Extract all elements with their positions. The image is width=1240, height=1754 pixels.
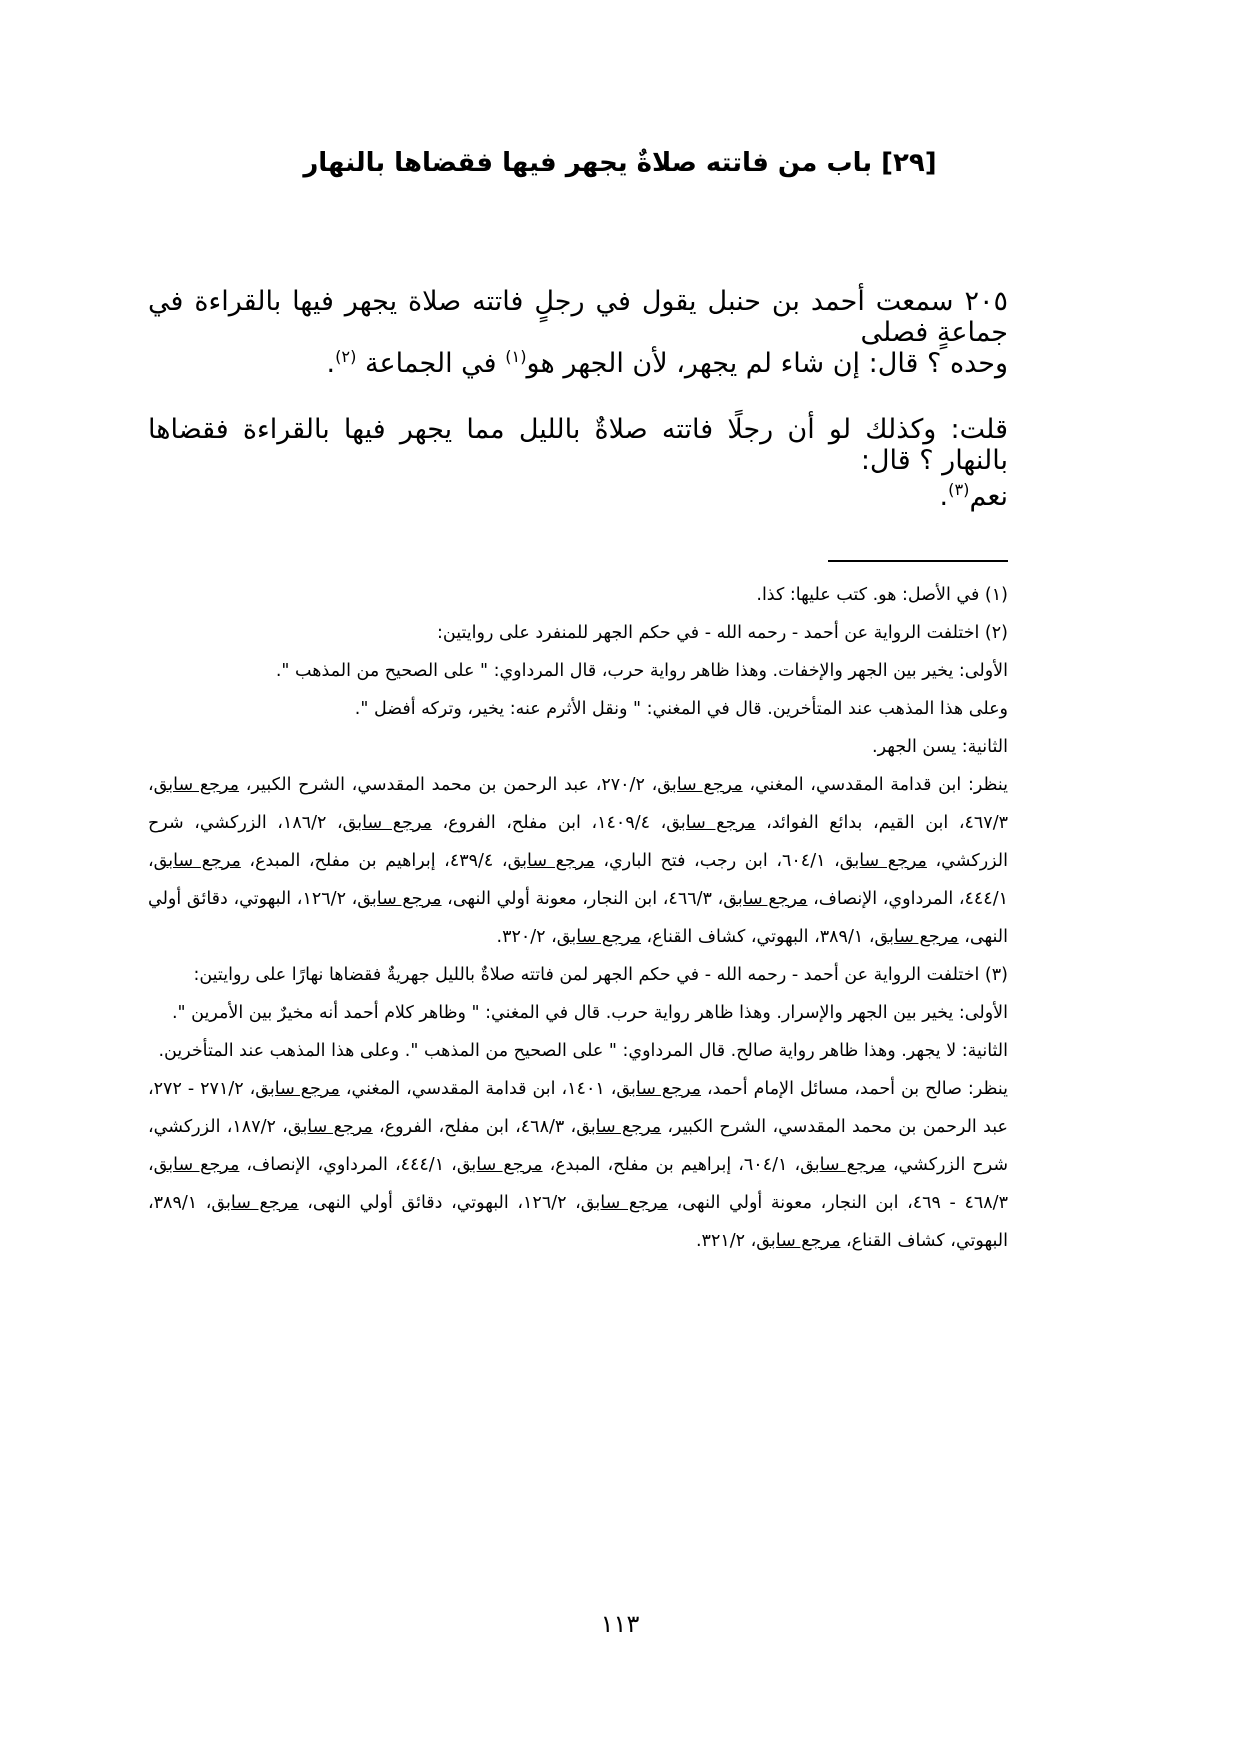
ref-link: مرجع سابق [874,927,959,947]
footnote-2-second: الثانية: يسن الجهر. [872,737,1008,757]
ref-text: ، ١٤٠٩/٤، ابن مفلح، الفروع، [431,813,667,833]
main-line-2-end: . [326,348,336,379]
footnote-ref-3: (٣) [948,480,970,499]
page-number: ١١٣ [600,1610,640,1638]
main-line-3: قلت: وكذلك لو أن رجلًا فاتته صلاةٌ بالليل مما يجهر فيها بالقراءة فقضاها بالنهار ؟ قال: [148,414,1008,476]
ref-text: ، ٢٧٠/٢، عبد الرحمن بن محمد المقدسي، الشرح الكبير، [239,775,658,795]
ref-link: مرجع سابق [839,851,927,871]
ref-text: ، ٣٨٩/١، البهوتي، كشاف القناع، [640,927,875,947]
ref-link: مرجع سابق [153,851,241,871]
chapter-title: [٢٩] باب من فاتته صلاةٌ يجهر فيها فقضاها بالنهار [303,148,937,178]
main-line-2-part-c: في الجماعة [356,348,506,379]
footnote-3: (٣) اختلفت الرواية عن أحمد - رحمه الله - في حكم الجهر لمن فاتته صلاةٌ بالليل جهريةٌ فقضاها نهارًا على روايتين: [193,965,1008,985]
main-line-2 [148,347,1008,379]
ref-link: مرجع سابق [576,1117,662,1137]
ref-link: مرجع سابق [666,813,756,833]
ref-text: ، ١٨٦/٢، الزركشي، شرح الزركشي، [148,813,1008,871]
ref-link: مرجع سابق [723,889,808,909]
ref-text: ، ٢٧١/٢ - ٢٧٢، عبد الرحمن بن محمد المقدسي، الشرح الكبير، [148,1079,1008,1137]
ref-text: ، ٤٦٨/٣ - ٤٦٩، ابن النجار، معونة أولي النهى، [148,1155,1008,1213]
main-text-line-2 [148,347,1008,379]
ref-link: مرجع سابق [456,1155,543,1175]
footnote-3-first: الأولى: يخير بين الجهر والإسرار. وهذا ظاهر رواية حرب. قال في المغني: " وظاهر كلام أحمد أنه مخيرٌ بين الأمرين ". [171,1003,1008,1023]
main-line-4-end: . [939,481,949,512]
ref-text: ، ٤٦٧/٣، ابن القيم، بدائع الفوائد، [148,775,1008,833]
ref-text: ينظر: ابن قدامة المقدسي، المغني، [742,775,1009,795]
ref-text: ، ٤٦٦/٣، ابن النجار، معونة أولي النهى، [441,889,724,909]
footnote-2: (٢) اختلفت الرواية عن أحمد - رحمه الله - في حكم الجهر للمنفرد على روايتين: [436,623,1008,643]
ref-link: مرجع سابق [211,1193,299,1213]
footnote-2-first: الأولى: يخير بين الجهر والإخفات. وهذا ظاهر رواية حرب، قال المرداوي: " على الصحيح من المذهب ". [275,661,1008,681]
ref-link: مرجع سابق [153,1155,240,1175]
ref-text: ، ٣٨٩/١، البهوتي، كشاف القناع، [148,1193,1008,1251]
footnote-separator [828,560,1008,562]
ref-text: ، ٤٣٩/٤، إبراهيم بن مفلح، المبدع، [240,851,508,871]
ref-text: ، ١٨٧/٢، الزركشي، شرح الزركشي، [148,1117,1009,1175]
ref-link: مرجع سابق [657,775,743,795]
footnotes-section [148,576,1008,1260]
ref-link: مرجع سابق [507,851,595,871]
footnote-3-references [148,1070,1008,1260]
ref-link: مرجع سابق [255,1079,340,1099]
footnote-2-continuation: وعلى هذا المذهب عند المتأخرين. قال في المغني: " ونقل الأثرم عنه: يخير، وتركه أفضل ". [354,699,1008,719]
main-line-2-part-a: وحده ؟ قال: إن شاء لم يجهر، لأن الجهر هو [526,348,1008,379]
ref-link: مرجع سابق [153,775,240,795]
main-line-4-word: نعم [969,481,1008,512]
ref-text: ، ٤٦٨/٣، ابن مفلح، الفروع، [372,1117,577,1137]
ref-link: مرجع سابق [756,1231,841,1251]
main-text-line-1 [148,286,1008,348]
main-line-4 [148,480,1008,512]
footnote-ref-2: (٢) [335,347,357,366]
footnote-3-second: الثانية: لا يجهر. وهذا ظاهر رواية صالح. قال المرداوي: " على الصحيح من المذهب ". وعلى هذا المذهب عند المتأخرين. [158,1041,1008,1061]
ref-text: ، ٣٢١/٢. [695,1231,757,1251]
footnote-2-references [148,766,1008,956]
main-text-line-4 [148,480,1008,512]
ref-text: ، ٦٠٤/١، ابن رجب، فتح الباري، [594,851,840,871]
ref-link: مرجع سابق [342,813,432,833]
main-text-line-3 [148,414,1008,476]
ref-link: مرجع سابق [800,1155,886,1175]
ref-text: ، ٦٠٤/١، إبراهيم بن مفلح، المبدع، [542,1155,801,1175]
ref-text: ، ١٢٦/٢، البهوتي، دقائق أولي النهى، [148,889,1008,947]
ref-text: ، ٤٤٤/١، المرداوي، الإنصاف، [148,851,1008,909]
main-line-1: ٢٠٥ سمعت أحمد بن حنبل يقول في رجلٍ فاتته صلاة يجهر فيها بالقراءة في جماعةٍ فصلى [148,286,1008,348]
ref-text: ، ٤٤٤/١، المرداوي، الإنصاف، [239,1155,457,1175]
footnote-ref-1: (١) [505,347,527,366]
footnote-1: (١) في الأصل: هو. كتب عليها: كذا. [756,585,1008,605]
ref-link: مرجع سابق [287,1117,373,1137]
ref-link: مرجع سابق [556,927,641,947]
ref-link: مرجع سابق [616,1079,701,1099]
ref-text: ، ١٤٠١، ابن قدامة المقدسي، المغني، [339,1079,617,1099]
ref-link: مرجع سابق [357,889,442,909]
ref-text: ينظر: صالح بن أحمد، مسائل الإمام أحمد، [701,1079,1008,1099]
ref-text: ، ٣٢٠/٢. [496,927,557,947]
ref-text: ، ١٢٦/٢، البهوتي، دقائق أولي النهى، [298,1193,581,1213]
ref-link: مرجع سابق [580,1193,669,1213]
